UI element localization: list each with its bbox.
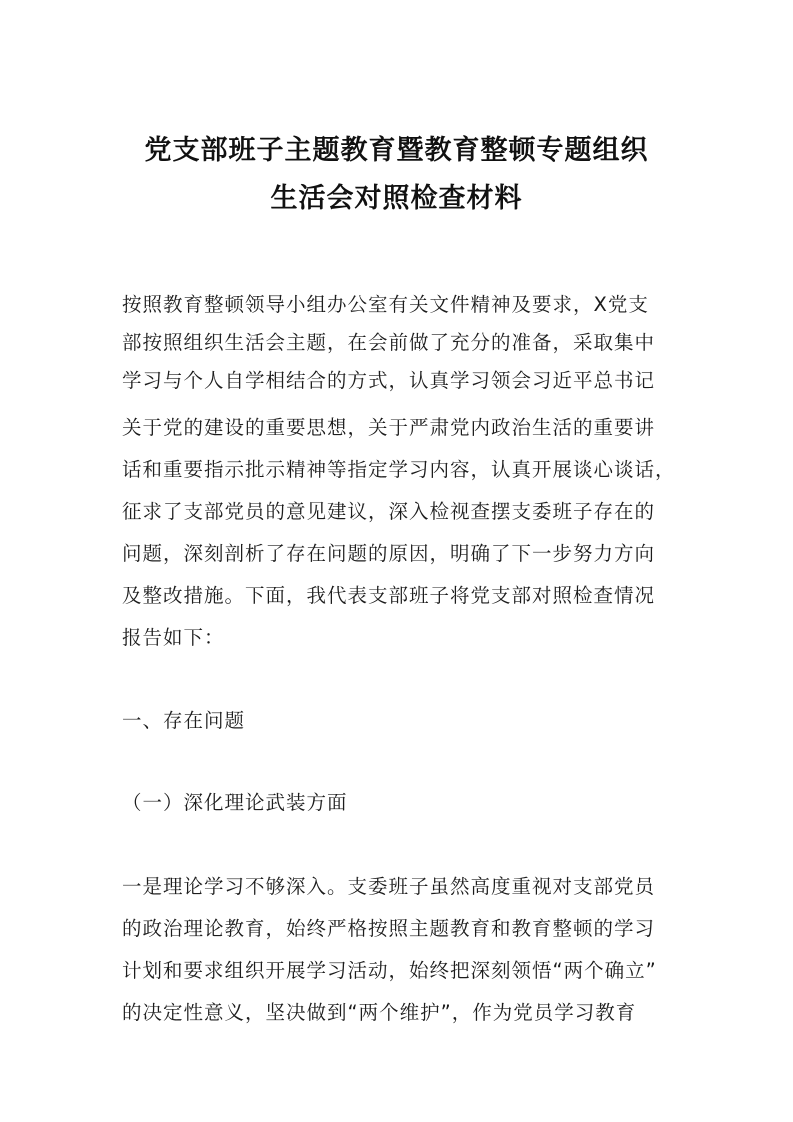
intro-line-7: 问题，深刻剖析了存在问题的原因，明确了下一步努力方向 [122, 542, 656, 565]
intro-line-8: 及整改措施。下面，我代表支部班子将党支部对照检查情况 [122, 584, 656, 607]
intro-line-6: 征求了支部党员的意见建议，深入检视查摆支委班子存在的 [122, 500, 656, 523]
intro-line-2: 部按照组织生活会主题，在会前做了充分的准备，采取集中 [122, 331, 656, 354]
section-heading: 一、存在问题 [122, 709, 246, 732]
body-line-1: 一是理论学习不够深入。支委班子虽然高度重视对支部党员 [122, 875, 656, 898]
body-line-3: 计划和要求组织开展学习活动，始终把深刻领悟“两个确立” [122, 959, 657, 982]
intro-line-9: 报告如下： [122, 626, 225, 649]
intro-line-3: 学习与个人自学相结合的方式，认真学习领会习近平总书记 [122, 369, 656, 392]
intro-line-4: 关于党的建设的重要思想，关于严肃党内政治生活的重要讲 [122, 416, 656, 439]
intro-line-5: 话和重要指示批示精神等指定学习内容，认真开展谈心谈话， [122, 458, 676, 481]
body-line-2: 的政治理论教育，始终严格按照主题教育和教育整顿的学习 [122, 917, 656, 940]
document-title-line-2: 生活会对照检查材料 [270, 183, 523, 214]
document-title-line-1: 党支部班子主题教育暨教育整顿专题组织 [144, 135, 649, 166]
subsection-heading: （一）深化理论武装方面 [122, 791, 348, 814]
body-line-4: 的决定性意义，坚决做到“两个维护”，作为党员学习教育 [122, 1001, 637, 1024]
intro-line-1: 按照教育整顿领导小组办公室有关文件精神及要求，X党支 [122, 293, 649, 316]
